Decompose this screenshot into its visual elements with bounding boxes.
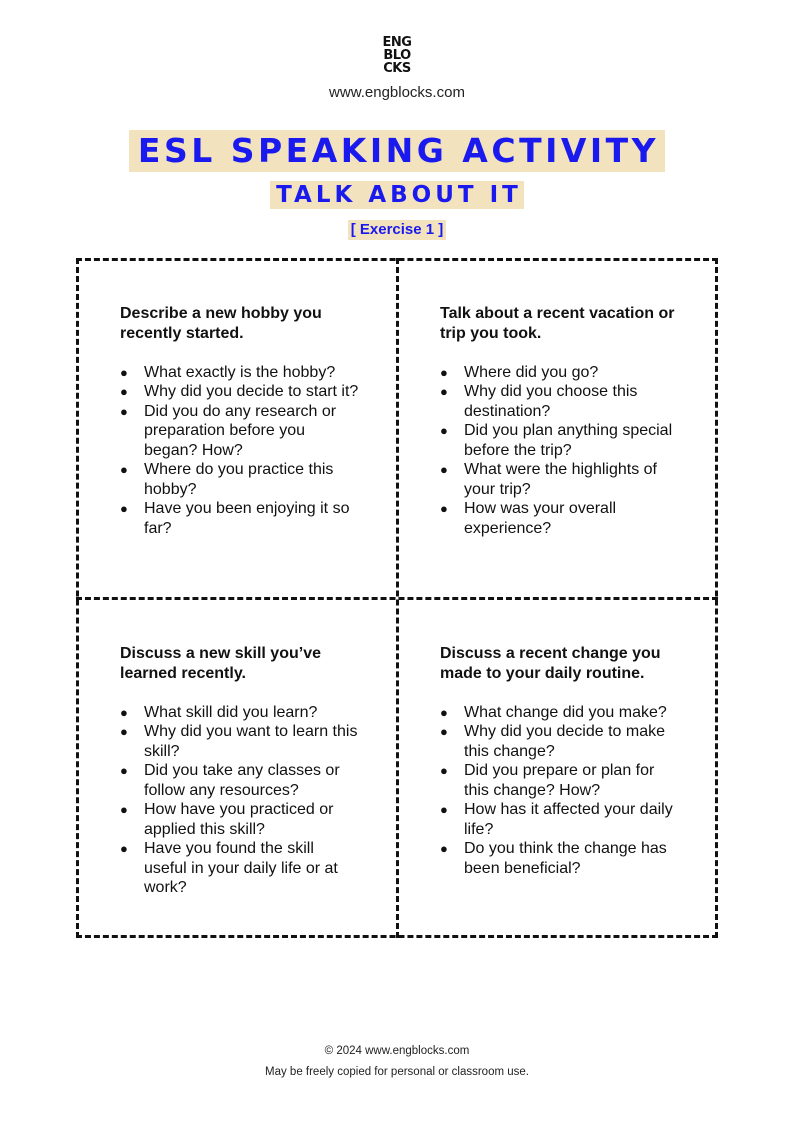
bullet-icon: ● — [440, 724, 448, 739]
list-item — [120, 800, 360, 839]
question-text: Did you take any classes or follow any resources? — [144, 762, 340, 799]
bullet-icon: ● — [120, 763, 128, 778]
bullet-icon: ● — [120, 364, 128, 380]
list-item — [440, 499, 680, 538]
list-item — [440, 839, 680, 878]
list-item — [120, 382, 360, 402]
footer-copyright: © 2024 www.engblocks.com — [324, 1045, 470, 1057]
question-text: Have you been enjoying it so far? — [144, 500, 350, 537]
list-item — [120, 703, 360, 723]
bullet-icon: ● — [440, 364, 448, 380]
question-text: How have you practiced or applied this skill? — [144, 801, 334, 838]
question-list — [120, 703, 360, 898]
card-routine — [440, 644, 680, 878]
list-item — [440, 703, 680, 723]
activity-grid — [76, 258, 718, 938]
page-title: ESL SPEAKING ACTIVITY — [129, 130, 665, 172]
logo-line: BLO — [383, 48, 411, 63]
bullet-icon: ● — [120, 501, 128, 516]
question-text: Have you found the skill useful in your daily life or at work? — [144, 840, 338, 896]
question-text: What were the highlights of your trip? — [464, 461, 657, 498]
bullet-icon: ● — [440, 704, 448, 720]
site-url: www.engblocks.com — [329, 84, 465, 101]
list-item — [440, 421, 680, 460]
question-text: Why did you decide to make this change? — [464, 723, 665, 760]
question-list — [440, 363, 680, 539]
grid-horizontal-divider — [76, 597, 718, 600]
list-item — [440, 382, 680, 421]
page-subtitle: TALK ABOUT IT — [270, 181, 524, 209]
question-text: What exactly is the hobby? — [144, 363, 336, 381]
card-heading: Discuss a recent change you made to your daily routine. — [440, 645, 661, 682]
logo-line: CKS — [383, 61, 411, 76]
list-item — [440, 363, 680, 383]
question-text: What skill did you learn? — [144, 703, 318, 721]
question-list — [440, 703, 680, 879]
exercise-container — [0, 220, 794, 240]
question-text: How has it affected your daily life? — [464, 801, 673, 838]
list-item — [120, 722, 360, 761]
bullet-icon: ● — [440, 384, 448, 399]
footer-note: May be freely copied for personal or classroom use. — [265, 1066, 529, 1078]
bullet-icon: ● — [120, 802, 128, 817]
list-item — [440, 800, 680, 839]
card-heading: Describe a new hobby you recently started. — [120, 305, 322, 342]
exercise-label: [ Exercise 1 ] — [348, 220, 447, 240]
bullet-icon: ● — [120, 724, 128, 739]
logo-line: ENG — [382, 35, 412, 50]
bullet-icon: ● — [440, 763, 448, 778]
question-text: How was your overall experience? — [464, 500, 617, 537]
list-item — [440, 761, 680, 800]
engblocks-logo — [0, 36, 794, 75]
bullet-icon: ● — [120, 841, 128, 856]
list-item — [120, 839, 360, 898]
list-item — [120, 402, 360, 461]
question-text: Why did you decide to start it? — [144, 383, 359, 400]
card-heading: Talk about a recent vacation or trip you took. — [440, 305, 675, 342]
bullet-icon: ● — [120, 403, 128, 419]
card-vacation — [440, 304, 680, 538]
bullet-icon: ● — [440, 841, 448, 856]
question-text: Did you do any research or preparation before you began? How? — [144, 402, 337, 459]
bullet-icon: ● — [440, 462, 448, 477]
question-text: Why did you want to learn this skill? — [144, 723, 358, 760]
card-skill — [120, 644, 360, 898]
bullet-icon: ● — [120, 704, 128, 720]
bullet-icon: ● — [120, 462, 128, 477]
subtitle-container — [0, 181, 794, 209]
list-item — [120, 499, 360, 538]
card-heading: Discuss a new skill you’ve learned recently. — [120, 645, 321, 682]
list-item — [440, 722, 680, 761]
bullet-icon: ● — [440, 423, 448, 438]
question-text: Where did you go? — [464, 363, 599, 381]
question-list — [120, 363, 360, 539]
list-item — [120, 761, 360, 800]
bullet-icon: ● — [440, 501, 448, 516]
question-text: Do you think the change has been beneficial? — [464, 840, 667, 877]
question-text: Where do you practice this hobby? — [144, 461, 334, 498]
list-item — [440, 460, 680, 499]
bullet-icon: ● — [440, 802, 448, 817]
list-item — [120, 460, 360, 499]
title-container — [0, 130, 794, 172]
question-text: Why did you choose this destination? — [464, 383, 638, 420]
list-item — [120, 363, 360, 383]
bullet-icon: ● — [120, 384, 128, 399]
card-hobby — [120, 304, 360, 538]
question-text: Did you plan anything special before the trip? — [464, 422, 673, 459]
question-text: What change did you make? — [464, 703, 667, 721]
question-text: Did you prepare or plan for this change? How? — [464, 762, 655, 799]
